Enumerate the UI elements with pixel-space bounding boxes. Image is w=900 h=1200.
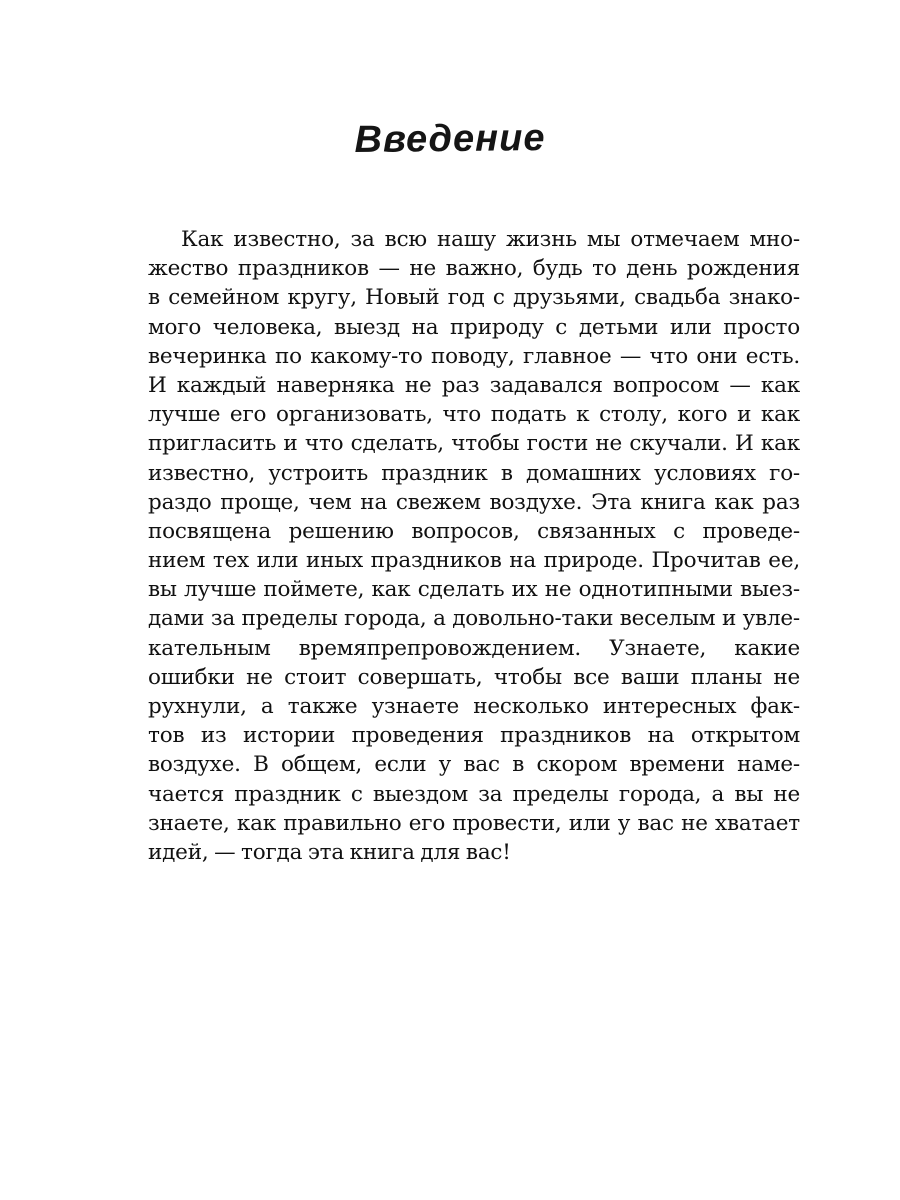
- text-line: воздухе. В общем, если у вас в скором времени наме-: [148, 752, 800, 778]
- text-line: знаете, как правильно его провести, или у вас не хватает: [148, 810, 800, 836]
- text-line: вечеринка по какому-то поводу, главное — что они есть.: [148, 343, 800, 369]
- text-line: пригласить и что сделать, чтобы гости не скучали. И как: [148, 431, 800, 457]
- text-line: И каждый наверняка не раз задавался вопросом — как: [148, 372, 800, 398]
- text-line: лучше его организовать, что подать к столу, кого и как: [148, 402, 800, 428]
- text-line: тов из истории проведения праздников на открытом: [148, 723, 800, 749]
- text-line: известно, устроить праздник в домашних условиях го-: [148, 460, 800, 486]
- text-line: мого человека, выезд на природу с детьми или просто: [148, 314, 800, 340]
- text-line: идей, — тогда эта книга для вас!: [148, 839, 511, 865]
- text-line: посвящена решению вопросов, связанных с проведе-: [148, 518, 800, 544]
- chapter-title: Введение: [354, 117, 546, 161]
- text-line: кательным времяпрепровождением. Узнаете, какие: [148, 635, 800, 661]
- text-line: жество праздников — не важно, будь то день рождения: [148, 256, 800, 282]
- text-line: раздо проще, чем на свежем воздухе. Эта книга как раз: [148, 489, 800, 515]
- text-line: чается праздник с выездом за пределы города, а вы не: [148, 781, 800, 807]
- text-line: вы лучше поймете, как сделать их не однотипными выез-: [148, 577, 800, 603]
- text-line: Как известно, за всю нашу жизнь мы отмечаем мно-: [181, 227, 800, 252]
- text-line: нием тех или иных праздников на природе. Прочитав ее,: [148, 548, 800, 574]
- text-line: в семейном кругу, Новый год с друзьями, свадьба знако-: [148, 285, 800, 311]
- text-line: дами за пределы города, а довольно-таки веселым и увле-: [148, 606, 800, 632]
- intro-paragraph: [148, 225, 800, 867]
- text-line: ошибки не стоит совершать, чтобы все ваши планы не: [148, 664, 800, 690]
- text-line: рухнули, а также узнаете несколько интересных фак-: [148, 694, 800, 719]
